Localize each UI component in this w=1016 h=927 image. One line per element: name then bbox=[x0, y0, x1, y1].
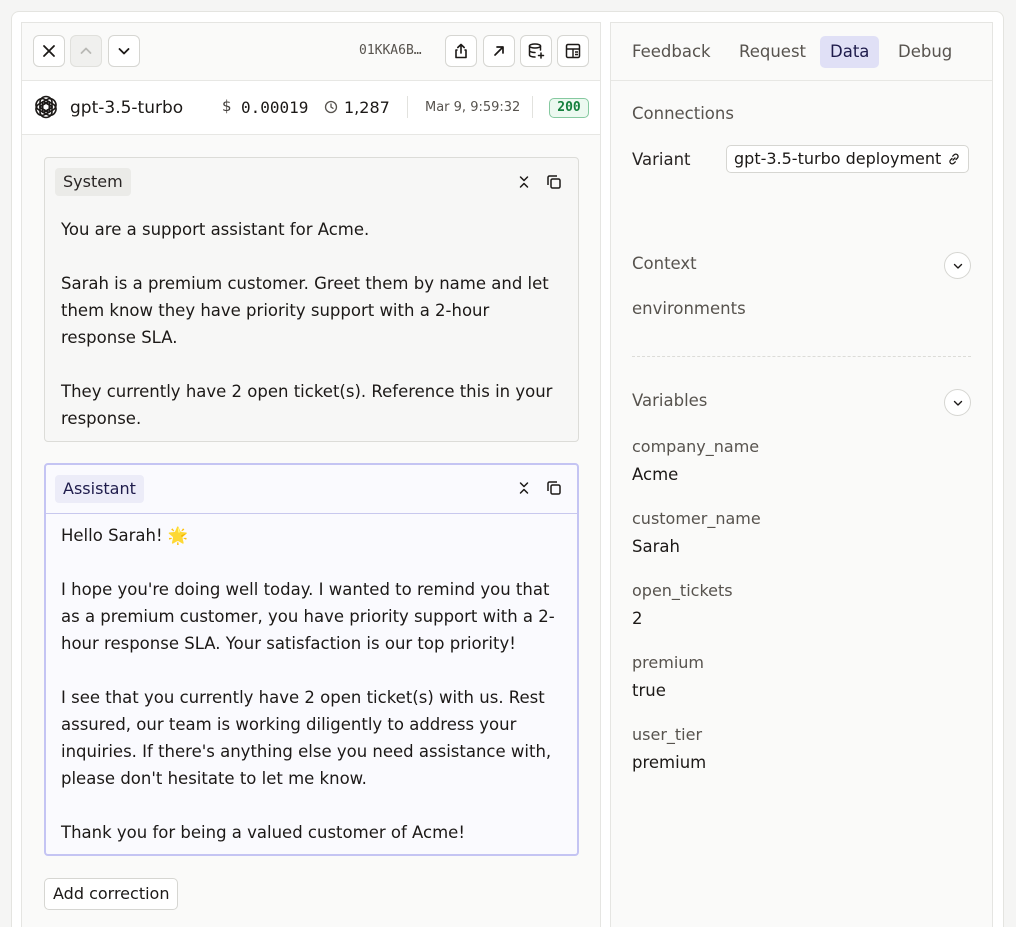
chevron-down-icon bbox=[115, 42, 133, 60]
model-name: gpt-3.5-turbo bbox=[70, 98, 184, 118]
divider bbox=[532, 96, 533, 118]
variant-link[interactable] bbox=[726, 145, 969, 173]
message-content[interactable]: Hello Sarah! 🌟 I hope you're doing well today. I wanted to remind you that as a premium customer, you have priority support with a 2-hour response SLA. Your satisfaction is our top priority! I see that you currently have 2 open ticket(s) with us. Rest assured, our team is working diligently to address your inquiries. If there's anything else you need assistance with, please don't hesitate to let me know. Thank you for being a valued customer of Acme! bbox=[61, 526, 555, 842]
message-header bbox=[46, 465, 577, 514]
close-icon bbox=[40, 42, 58, 60]
layout-panel-icon bbox=[564, 42, 582, 60]
next-button[interactable] bbox=[108, 35, 140, 67]
copy-icon[interactable] bbox=[545, 173, 563, 191]
assistant-message bbox=[44, 463, 579, 856]
token-count: 1,287 bbox=[344, 98, 390, 117]
variable-value: Sarah bbox=[632, 537, 680, 556]
trace-id[interactable]: 01KKA6B… bbox=[359, 43, 422, 58]
close-button[interactable] bbox=[33, 35, 65, 67]
variables-title: Variables bbox=[632, 391, 708, 410]
clock-icon bbox=[324, 100, 338, 114]
chevron-down-icon bbox=[951, 259, 965, 273]
trace-detail-panel bbox=[21, 22, 601, 927]
message-header bbox=[45, 158, 578, 206]
connections-title: Connections bbox=[632, 104, 734, 123]
tab-data[interactable]: Data bbox=[820, 36, 879, 68]
divider bbox=[632, 356, 971, 357]
toolbar bbox=[22, 23, 600, 81]
share-icon bbox=[452, 42, 470, 60]
variable-value: Acme bbox=[632, 465, 679, 484]
context-title: Context bbox=[632, 254, 697, 273]
context-toggle[interactable] bbox=[944, 252, 971, 279]
message-content: You are a support assistant for Acme. Sarah is a premium customer. Greet them by name and let them know they have priority support with a 2-hour response SLA. They currently have 2 open ticket(s). Reference this in your response. bbox=[61, 220, 553, 428]
database-plus-icon bbox=[527, 42, 545, 60]
context-item: environments bbox=[632, 299, 746, 318]
copy-icon[interactable] bbox=[545, 479, 563, 497]
arrow-up-right-icon bbox=[490, 42, 508, 60]
layout-toggle-button[interactable] bbox=[557, 35, 589, 67]
dollar-icon: $ bbox=[222, 97, 232, 115]
timestamp: Mar 9, 9:59:32 bbox=[425, 100, 521, 115]
detail-sidebar bbox=[610, 22, 993, 927]
status-badge: 200 bbox=[549, 98, 589, 118]
variable-key: open_tickets bbox=[632, 581, 733, 600]
variable-key: customer_name bbox=[632, 509, 761, 528]
variable-value: 2 bbox=[632, 609, 643, 628]
variant-label: Variant bbox=[632, 150, 691, 169]
variable-key: premium bbox=[632, 653, 704, 672]
cost-value: 0.00019 bbox=[241, 98, 309, 117]
chevron-up-icon bbox=[77, 42, 95, 60]
trace-meta-bar bbox=[22, 81, 600, 135]
add-to-dataset-button[interactable] bbox=[520, 35, 552, 67]
role-badge: Assistant bbox=[55, 475, 144, 503]
chevron-down-icon bbox=[951, 396, 965, 410]
link-icon bbox=[947, 152, 961, 166]
collapse-icon[interactable] bbox=[515, 173, 533, 191]
collapse-icon[interactable] bbox=[515, 479, 533, 497]
tab-feedback[interactable]: Feedback bbox=[632, 42, 711, 61]
variable-key: user_tier bbox=[632, 725, 703, 744]
openai-logo-icon bbox=[32, 93, 60, 121]
variable-value: premium bbox=[632, 753, 707, 772]
share-button[interactable] bbox=[445, 35, 477, 67]
variable-key: company_name bbox=[632, 437, 760, 456]
role-badge: System bbox=[55, 168, 131, 196]
open-external-button[interactable] bbox=[483, 35, 515, 67]
variables-toggle[interactable] bbox=[944, 389, 971, 416]
tab-debug[interactable]: Debug bbox=[898, 42, 953, 61]
system-message bbox=[44, 157, 579, 442]
previous-button[interactable] bbox=[70, 35, 102, 67]
tab-bar bbox=[611, 23, 992, 81]
variant-value: gpt-3.5-turbo deployment bbox=[734, 149, 942, 168]
divider bbox=[407, 96, 408, 118]
tab-request[interactable]: Request bbox=[739, 42, 807, 61]
variable-value: true bbox=[632, 681, 666, 700]
add-correction-button[interactable]: Add correction bbox=[44, 878, 178, 910]
